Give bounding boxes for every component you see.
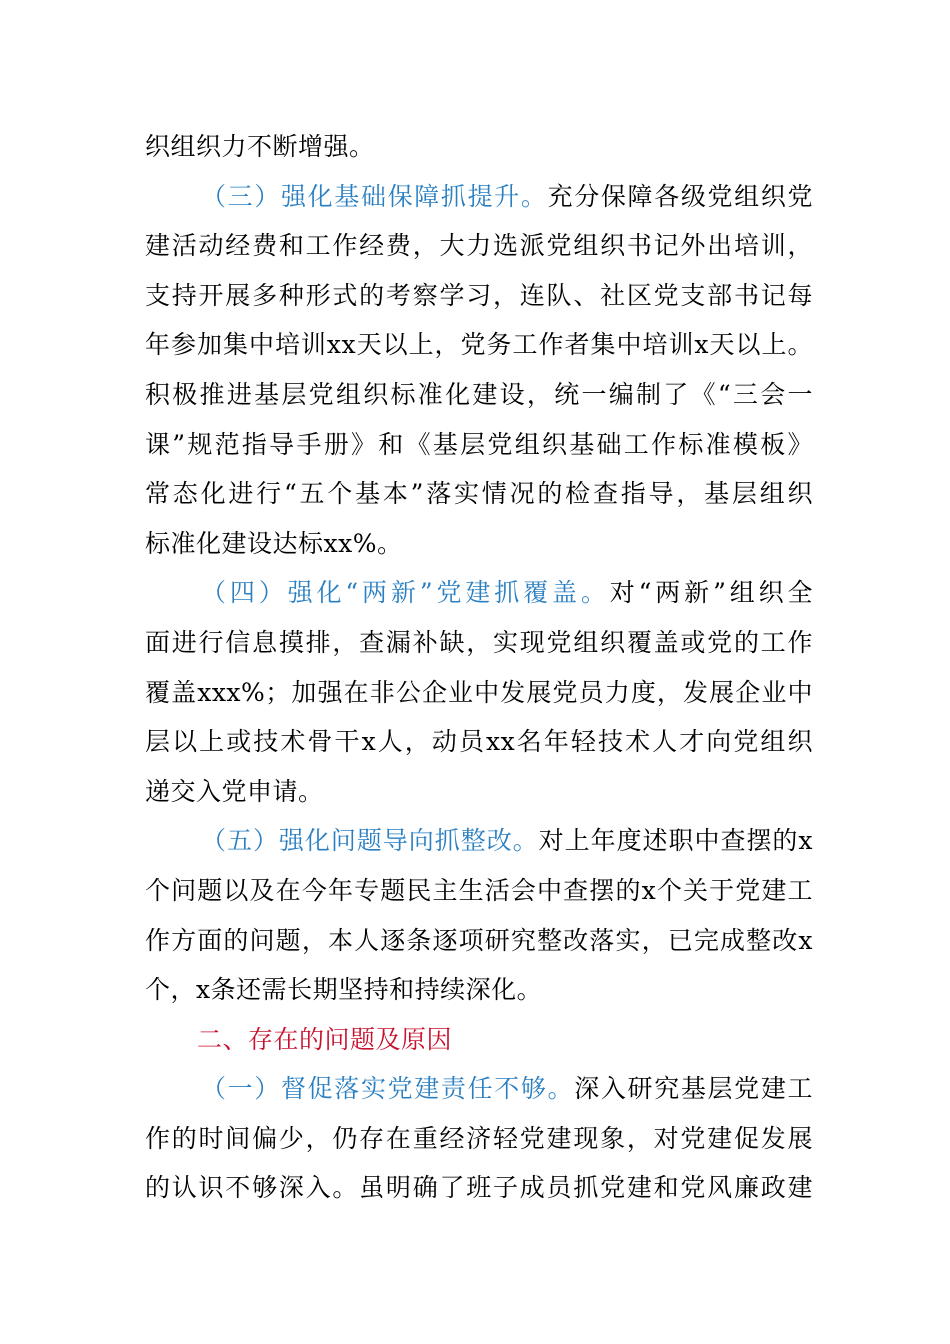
text-line: 织组织力不断增强。 xyxy=(145,132,375,161)
text-line: 作的时间偏少，仍存在重经济轻党建现象，对党建促发展 xyxy=(145,1123,813,1153)
text-line: 作方面的问题，本人逐条逐项研究整改落实，已完成整改x xyxy=(145,925,813,955)
subheading-section-5: （五）强化问题导向抓整改。 xyxy=(201,826,539,856)
text-line: 个，x条还需长期坚持和持续深化。 xyxy=(145,975,543,1005)
text-line: 常态化进行“五个基本”落实情况的检查指导，基层组织 xyxy=(145,479,813,509)
paragraph-problem-1-line xyxy=(145,1064,813,1114)
text-run: 深入研究基层党建工 xyxy=(574,1074,813,1104)
text-line: 个问题以及在今年专题民主生活会中查摆的x个关于党建工 xyxy=(145,875,813,905)
text-line: 课”规范指导手册》和《基层党组织基础工作标准模板》 xyxy=(145,429,813,459)
paragraph-section-5-line xyxy=(145,816,813,866)
text-line: 支持开展多种形式的考察学习，连队、社区党支部书记每 xyxy=(145,280,813,310)
text-line: 年参加集中培训xx天以上，党务工作者集中培训x天以上。 xyxy=(145,330,813,360)
subheading-section-3: （三）强化基础保障抓提升。 xyxy=(201,181,548,211)
text-line: 覆盖xxx%；加强在非公企业中发展党员力度，发展企业中 xyxy=(145,677,813,707)
paragraph-section-3-line xyxy=(145,172,813,222)
text-run: 充分保障各级党组织党 xyxy=(547,181,813,211)
text-line: 建活动经费和工作经费，大力选派党组织书记外出培训， xyxy=(145,231,813,261)
text-line: 标准化建设达标xx%。 xyxy=(145,528,403,558)
text-run: 对“两新”组织全 xyxy=(609,578,813,608)
text-run: 对上年度述职中查摆的x xyxy=(538,826,813,856)
text-line: 递交入党申请。 xyxy=(145,776,324,806)
text-line: 的认识不够深入。虽明确了班子成员抓党建和党风廉政建 xyxy=(145,1173,813,1203)
text-line: 层以上或技术骨干x人，动员xx名年轻技术人才向党组织 xyxy=(145,727,813,757)
text-line: 积极推进基层党组织标准化建设，统一编制了《“三会一 xyxy=(145,379,813,409)
section-heading-problems: 二、存在的问题及原因 xyxy=(197,1024,453,1054)
paragraph-section-4-line xyxy=(145,568,813,618)
subheading-problem-1: （一）督促落实党建责任不够。 xyxy=(201,1074,575,1104)
text-line: 面进行信息摸排，查漏补缺，实现党组织覆盖或党的工作 xyxy=(145,627,813,657)
subheading-section-4: （四）强化“两新”党建抓覆盖。 xyxy=(201,578,610,608)
document-body xyxy=(145,122,813,1213)
